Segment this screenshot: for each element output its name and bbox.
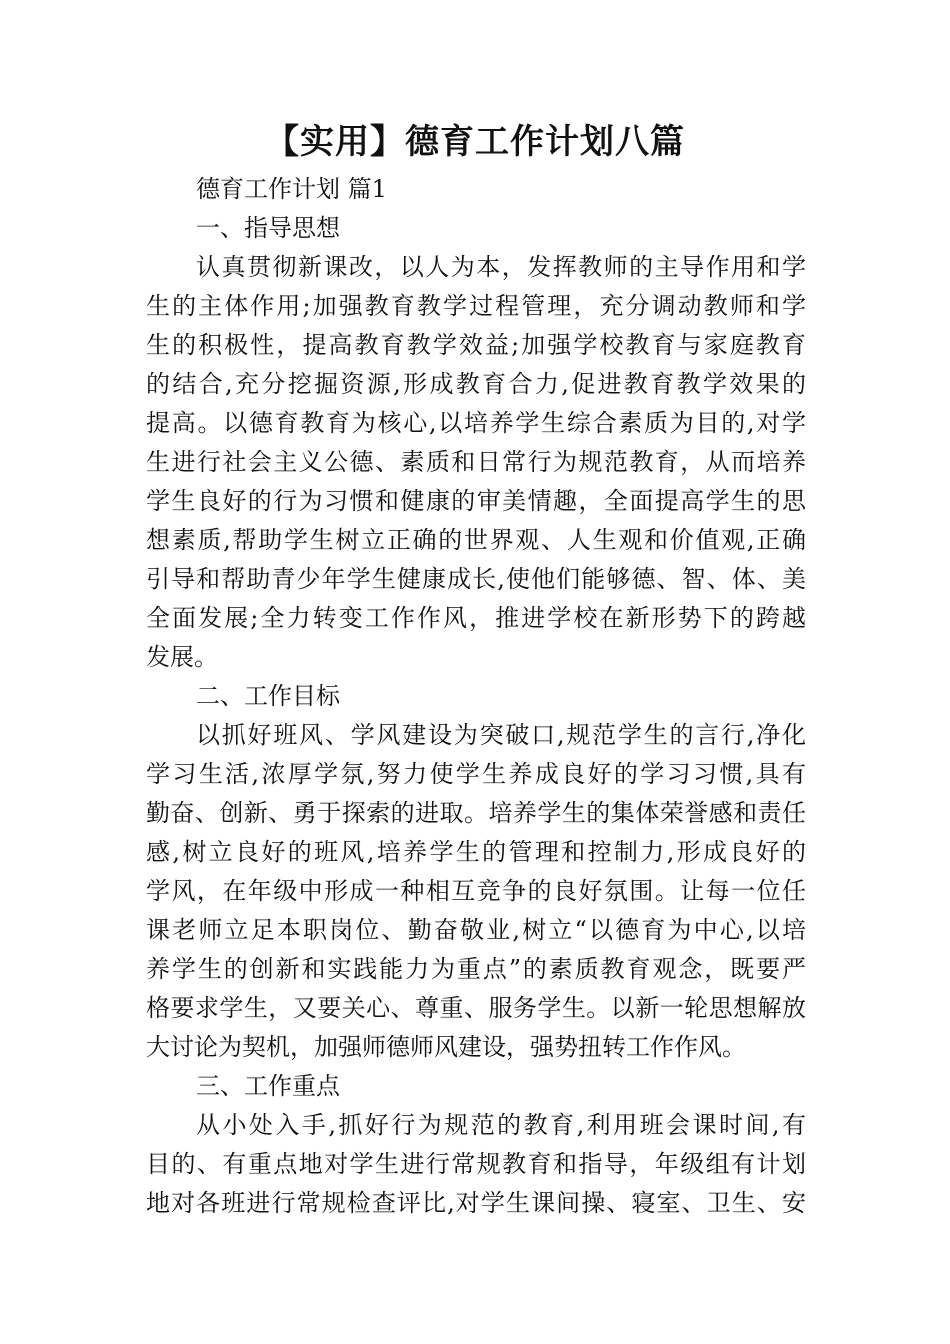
text-line: 生的主体作用;加强教育教学过程管理，充分调动教师和学	[146, 292, 806, 320]
document-title: 【实用】德育工作计划八篇	[265, 122, 685, 162]
text-line: 学习生活,浓厚学氛,努力使学生养成良好的学习习惯,具有	[146, 760, 806, 788]
text-line: 养学生的创新和实践能力为重点”的素质教育观念，既要严	[146, 955, 806, 983]
text-line: 发展。	[146, 643, 218, 671]
text-line: 生的积极性，提高教育教学效益;加强学校教育与家庭教育	[146, 331, 806, 359]
text-line: 学生良好的行为习惯和健康的审美情趣，全面提高学生的思	[146, 487, 806, 515]
text-line: 想素质,帮助学生树立正确的世界观、人生观和价值观,正确	[146, 526, 806, 554]
text-line: 以抓好班风、学风建设为突破口,规范学生的言行,净化	[196, 721, 806, 749]
document-body	[146, 170, 806, 1223]
text-line: 提高。以德育教育为核心,以培养学生综合素质为目的,对学	[146, 409, 806, 437]
text-line: 一、指导思想	[196, 214, 340, 242]
text-line: 德育工作计划 篇1	[196, 175, 387, 203]
text-line: 课老师立足本职岗位、勤奋敬业,树立“以德育为中心,以培	[146, 916, 806, 944]
text-line: 大讨论为契机，加强师德师风建设，强势扭转工作作风。	[146, 1033, 746, 1061]
text-line: 生进行社会主义公德、素质和日常行为规范教育，从而培养	[146, 448, 806, 476]
text-line: 认真贯彻新课改，以人为本，发挥教师的主导作用和学	[196, 253, 806, 281]
text-line: 感,树立良好的班风,培养学生的管理和控制力,形成良好的	[146, 838, 806, 866]
text-line: 从小处入手,抓好行为规范的教育,利用班会课时间,有	[196, 1111, 806, 1139]
text-line: 引导和帮助青少年学生健康成长,使他们能够德、智、体、美	[146, 565, 806, 593]
text-line: 勤奋、创新、勇于探索的进取。培养学生的集体荣誉感和责任	[146, 799, 806, 827]
text-line: 格要求学生，又要关心、尊重、服务学生。以新一轮思想解放	[146, 994, 806, 1022]
text-line: 二、工作目标	[196, 682, 340, 710]
text-line: 的结合,充分挖掘资源,形成教育合力,促进教育教学效果的	[146, 370, 806, 398]
text-line: 学风，在年级中形成一种相互竞争的良好氛围。让每一位任	[146, 877, 806, 905]
text-line: 目的、有重点地对学生进行常规教育和指导，年级组有计划	[146, 1150, 806, 1178]
text-line: 全面发展;全力转变工作作风，推进学校在新形势下的跨越	[146, 604, 806, 632]
text-line: 三、工作重点	[196, 1072, 340, 1100]
text-line: 地对各班进行常规检查评比,对学生课间操、寝室、卫生、安	[146, 1189, 806, 1217]
